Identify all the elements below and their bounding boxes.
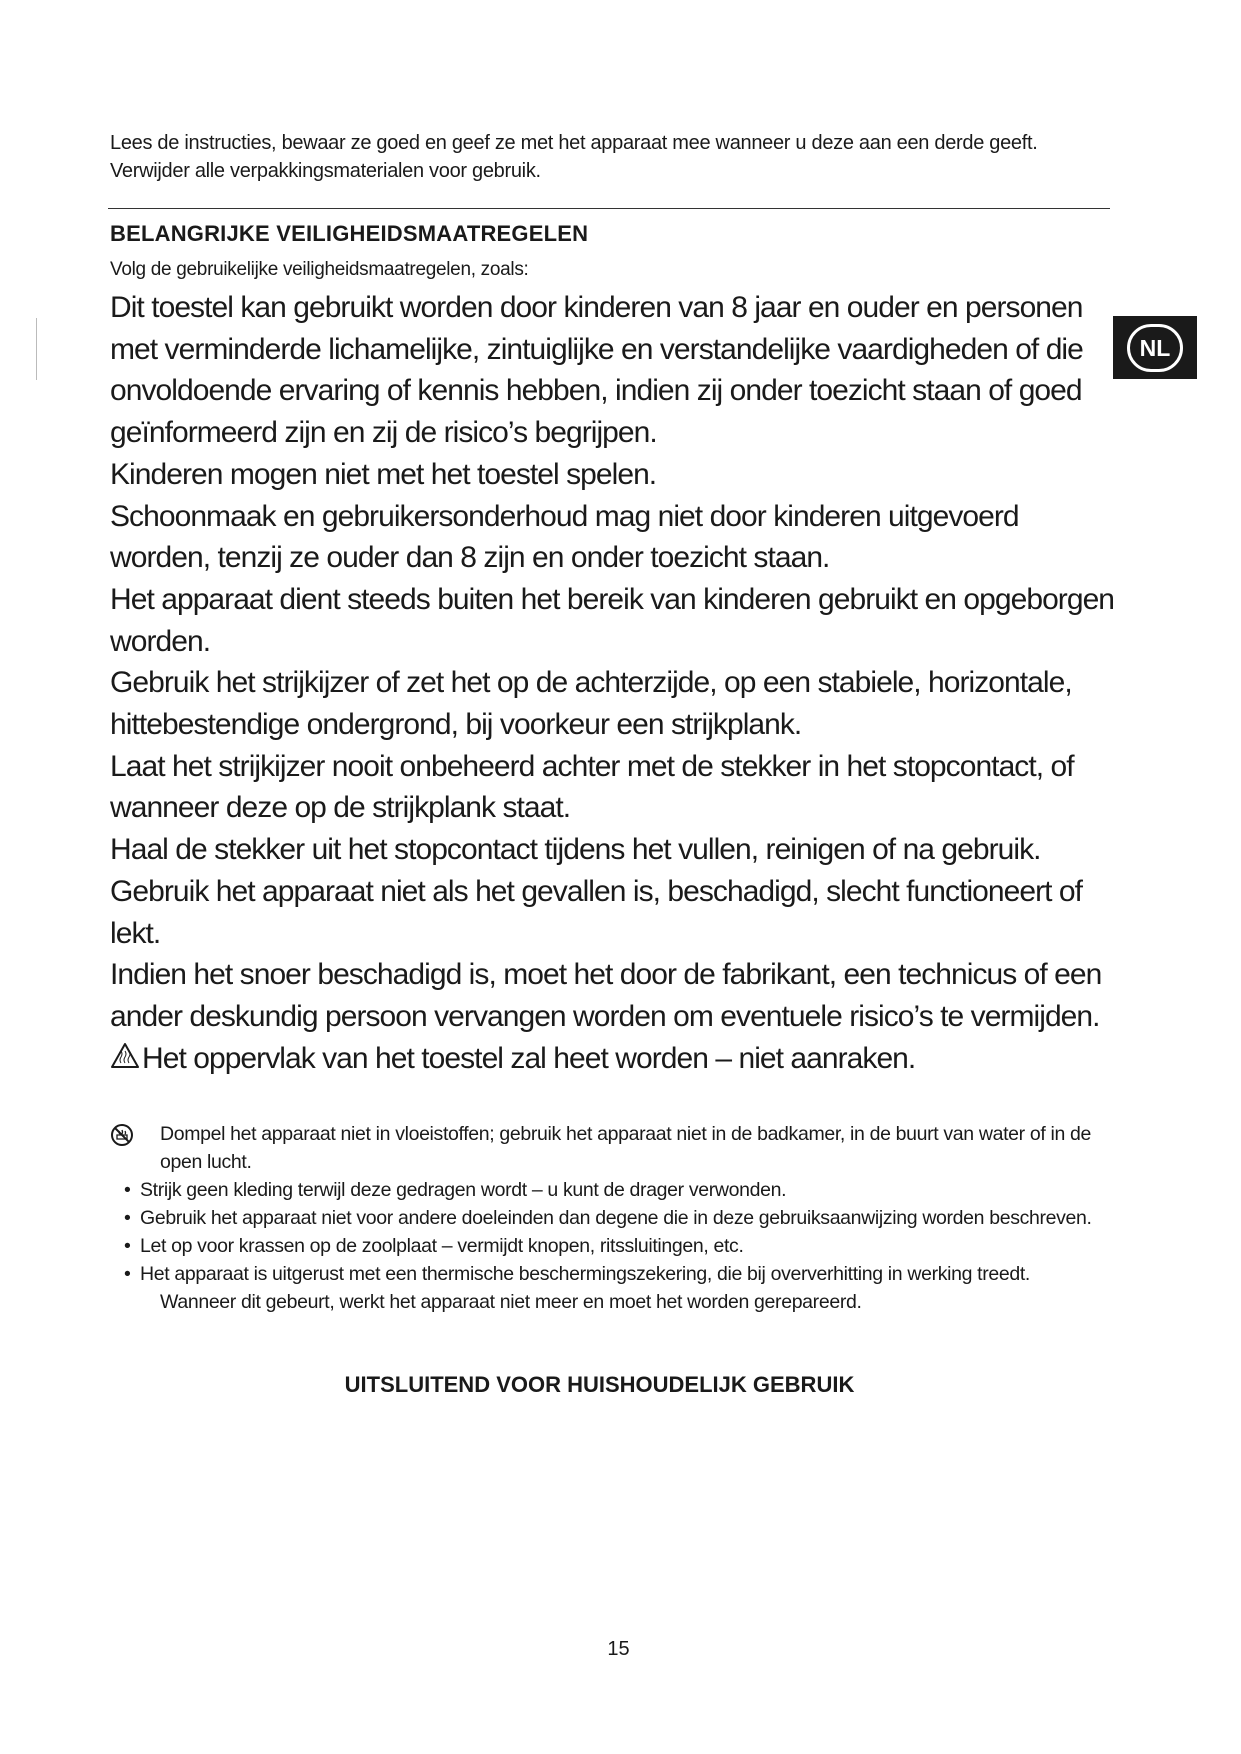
bullet-text: Let op voor krassen op de zoolplaat – vermijdt knopen, ritssluitingen, etc. [140, 1235, 744, 1257]
no-immerse-text: Dompel het apparaat niet in vloeistoffen; gebruik het apparaat niet in de badkamer, in de buurt van water of in de open lucht. [160, 1123, 1092, 1173]
bullet-marker: • [124, 1263, 131, 1285]
bullet-marker: • [124, 1179, 131, 1201]
hot-surface-warning-text: Het oppervlak van het toestel zal heet worden – niet aanraken. [142, 1041, 916, 1075]
instruction-cord: Indien het snoer beschadigd is, moet het door de fabrikant, een technicus of een ander deskundig persoon vervangen worden om eventuele risico’s te vermijden. [110, 958, 1102, 1033]
instruction-stable-surface: Gebruik het strijkijzer of zet het op de achterzijde, op een stabiele, horizontale, hittebestendige ondergrond, bij voorkeur een strijkplank. [110, 666, 1072, 742]
section-subline: Volg de gebruikelijke veiligheidsmaatregelen, zoals: [110, 259, 529, 280]
page-number-text: 15 [607, 1638, 630, 1660]
margin-mark [36, 318, 37, 380]
bullet-item-purpose [110, 1204, 1110, 1232]
safety-instructions-small [110, 1120, 1110, 1316]
instruction-children-use: Dit toestel kan gebruikt worden door kinderen van 8 jaar en ouder en personen met verminderde lichamelijke, zintuiglijke en verstandelijke vaardigheden of die onvoldoende ervaring of kennis hebben, indien zij onder toezicht staan of goed geïnformeerd zijn en zij de risico’s begrijpen. [110, 291, 1083, 450]
safety-instructions-large [110, 287, 1125, 1080]
instruction-out-of-reach: Het apparaat dient steeds buiten het bereik van kinderen gebruikt en opgeborgen worden. [110, 582, 1115, 658]
instruction-damaged: Gebruik het apparaat niet als het gevallen is, beschadigd, slecht functioneert of lekt. [110, 874, 1083, 950]
bullet-marker: • [124, 1207, 131, 1229]
instruction-no-play: Kinderen mogen niet met het toestel spelen. [110, 457, 657, 491]
instruction-cleaning: Schoonmaak en gebruikersonderhoud mag niet door kinderen uitgevoerd worden, tenzij ze ouder dan 8 zijn en onder toezicht staan. [110, 499, 1019, 575]
bullet-text: Strijk geen kleding terwijl deze gedragen wordt – u kunt de drager verwonden. [140, 1179, 787, 1201]
no-immerse-icon [110, 1123, 134, 1155]
language-badge: NL [1127, 324, 1183, 372]
household-use-only [0, 1370, 1241, 1400]
bullet-text: Het apparaat is uitgerust met een thermische beschermingszekering, die bij oververhitting in werking treedt. Wanneer dit gebeurt, werkt het apparaat niet meer en moet het worden gerepareerd. [140, 1263, 1030, 1313]
bullet-item-soleplate [110, 1232, 1110, 1260]
bullet-item-thermal-fuse [110, 1260, 1110, 1316]
instruction-unplug: Haal de stekker uit het stopcontact tijdens het vullen, reinigen of na gebruik. [110, 833, 1041, 867]
bullet-item-wearing [110, 1176, 1110, 1204]
language-tab [1113, 316, 1197, 379]
hot-surface-warning-icon [110, 1039, 140, 1081]
page-number [0, 1636, 1241, 1662]
section-heading: BELANGRIJKE VEILIGHEIDSMAATREGELEN [110, 221, 589, 246]
hot-surface-line [110, 1038, 1125, 1081]
divider [108, 208, 1110, 209]
intro-text: Lees de instructies, bewaar ze goed en geef ze met het apparaat mee wanneer u deze aan een derde geeft. Verwijder alle verpakkingsmaterialen voor gebruik. [110, 132, 1038, 182]
instruction-unattended: Laat het strijkijzer nooit onbeheerd achter met de stekker in het stopcontact, of wanneer deze op de strijkplank staat. [110, 749, 1074, 825]
bullet-text: Gebruik het apparaat niet voor andere doeleinden dan degene die in deze gebruiksaanwijzing worden beschreven. [140, 1207, 1092, 1229]
household-use-only-text: UITSLUITEND VOOR HUISHOUDELIJK GEBRUIK [344, 1372, 855, 1397]
bullet-marker: • [124, 1235, 131, 1257]
no-immerse-item [110, 1120, 1110, 1176]
